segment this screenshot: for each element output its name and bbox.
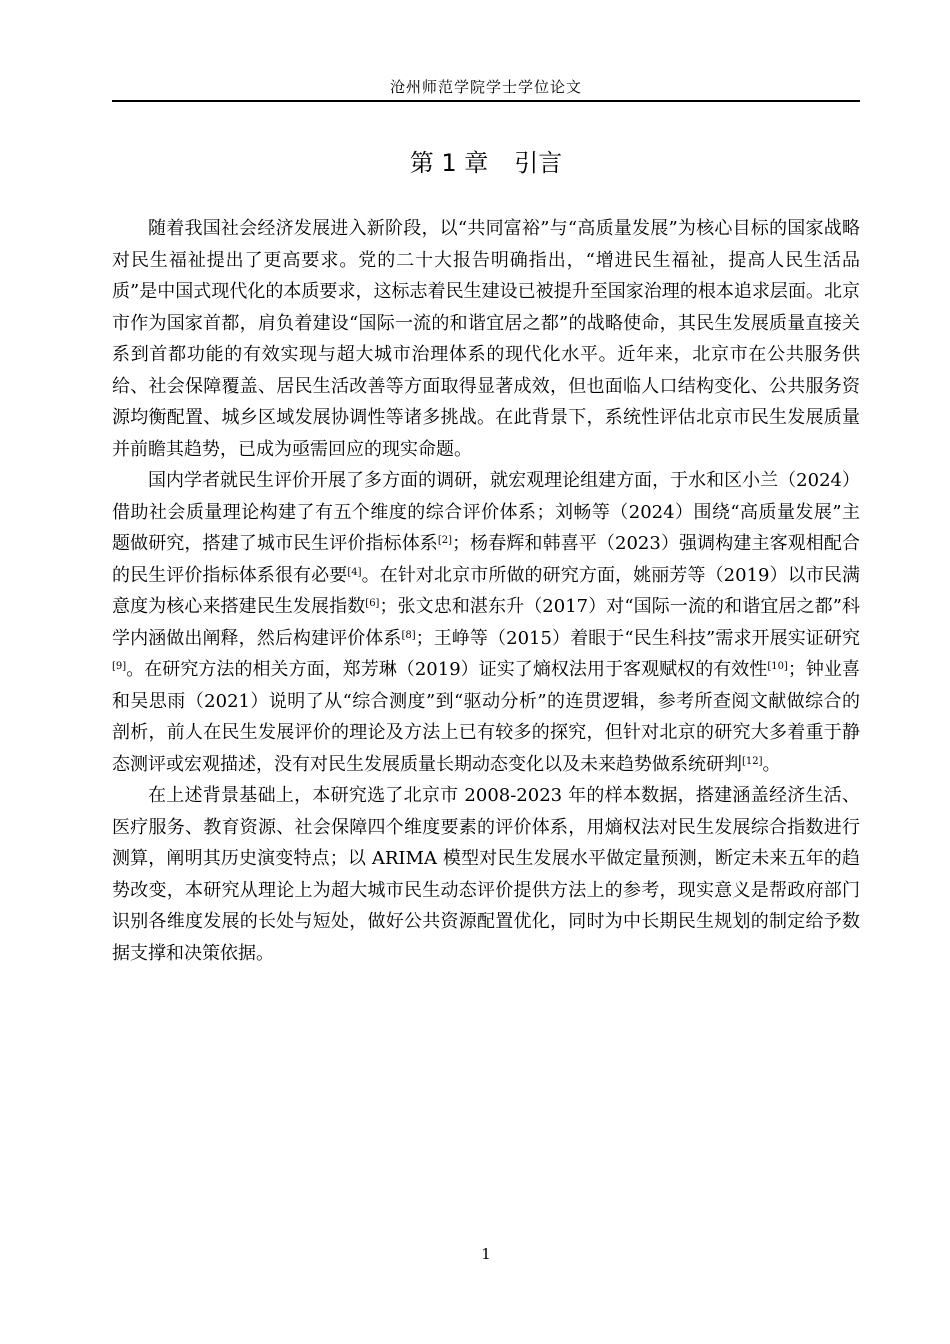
chapter-heading: 引言 [514,149,563,177]
citation-ref: [2] [437,535,453,546]
paragraph-text: ；钟业喜和吴思雨（2021）说明了从“综合测度”到“驱动分析”的连贯逻辑，参考所查阅文献做综合的剖析，前人在民生发展评价的理论及方法上已有较多的探究，但针对北京的研究大多着重于静态测评或宏观描述，没有对民生发展质量长期动态变化以及未来趋势做系统研判 [112,659,861,775]
paragraph-text: ；王峥等（2015）着眼于“民生科技”需求开展实证研究 [415,627,860,649]
citation-ref: [8] [401,629,416,641]
paragraph-1 [112,213,860,465]
paragraph-text: ；张文忠和湛东升（2017）对“国际一流的和谐宜居之都”科学内涵做出阐释，然后构建评价体系 [112,596,860,649]
citation-ref: [12] [742,755,763,767]
running-header: 沧州师范学院学士学位论文 [389,78,582,96]
citation-ref: [6] [365,598,380,609]
page-number: 1 [481,1245,491,1263]
header-divider [112,100,860,102]
chapter-number: 第 1 章 [409,149,489,177]
paragraph-text: 。在针对北京市所做的研究方面，姚丽芳等（2019）以市民满意度为核心来搭建民生发展指数 [112,564,860,617]
paragraph-text: 在上述背景基础上，本研究选了北京市 2008-2023 年的样本数据，搭建涵盖经济生活、医疗服务、教育资源、社会保障四个维度要素的评价体系，用熵权法对民生发展综合指数进行测算，阐明其历史演变特点；以 ARIMA 模型对民生发展水平做定量预测，断定未来五年的趋势改变，本研究从理论上为超大城市民生动态评价提供方法上的参考，现实意义是帮政府部门识别各维度发展的长处与短处，做好公共资源配置优化，同时为中长期民生规划的制定给予数据支撑和决策依据。 [112,785,860,964]
paragraph-3 [112,780,860,969]
paragraph-text: 国内学者就民生评价开展了多方面的调研，就宏观理论组建方面，于水和区小兰（2024）借助社会质量理论构建了有五个维度的综合评价体系；刘畅等（2024）围绕“高质量发展”主题做研究，搭建了城市民生评价指标体系 [112,470,860,554]
paragraph-text: 。 [762,753,781,775]
citation-ref: [10] [767,661,788,672]
paragraph-text: 随着我国社会经济发展进入新阶段，以“共同富裕”与“高质量发展”为核心目标的国家战略对民生福祉提出了更高要求。党的二十大报告明确指出，“增进民生福祉，提高人民生活品质”是中国式现代化的本质要求，这标志着民生建设已被提升至国家治理的根本追求层面。北京市作为国家首都，肩负着建设“国际一流的和谐宜居之都”的战略使命，其民生发展质量直接关系到首都功能的有效实现与超大城市治理体系的现代化水平。近年来，北京市在公共服务供给、社会保障覆盖、居民生活改善等方面取得显著成效，但也面临人口结构变化、公共服务资源均衡配置、城乡区域发展协调性等诸多挑战。在此背景下，系统性评估北京市民生发展质量并前瞻其趋势，已成为亟需回应的现实命题。 [112,218,860,460]
body-text [112,213,860,969]
paragraph-2 [112,465,860,780]
citation-ref: [4] [347,566,362,578]
paragraph-text: ；杨春辉和韩喜平（2023）强调构建主客观相配合的民生评价指标体系很有必要 [112,533,860,586]
paragraph-text: 。在研究方法的相关方面，郑芳琳（2019）证实了熵权法用于客观赋权的有效性 [126,659,768,680]
citation-ref: [9] [112,661,127,672]
chapter-title [112,146,860,180]
